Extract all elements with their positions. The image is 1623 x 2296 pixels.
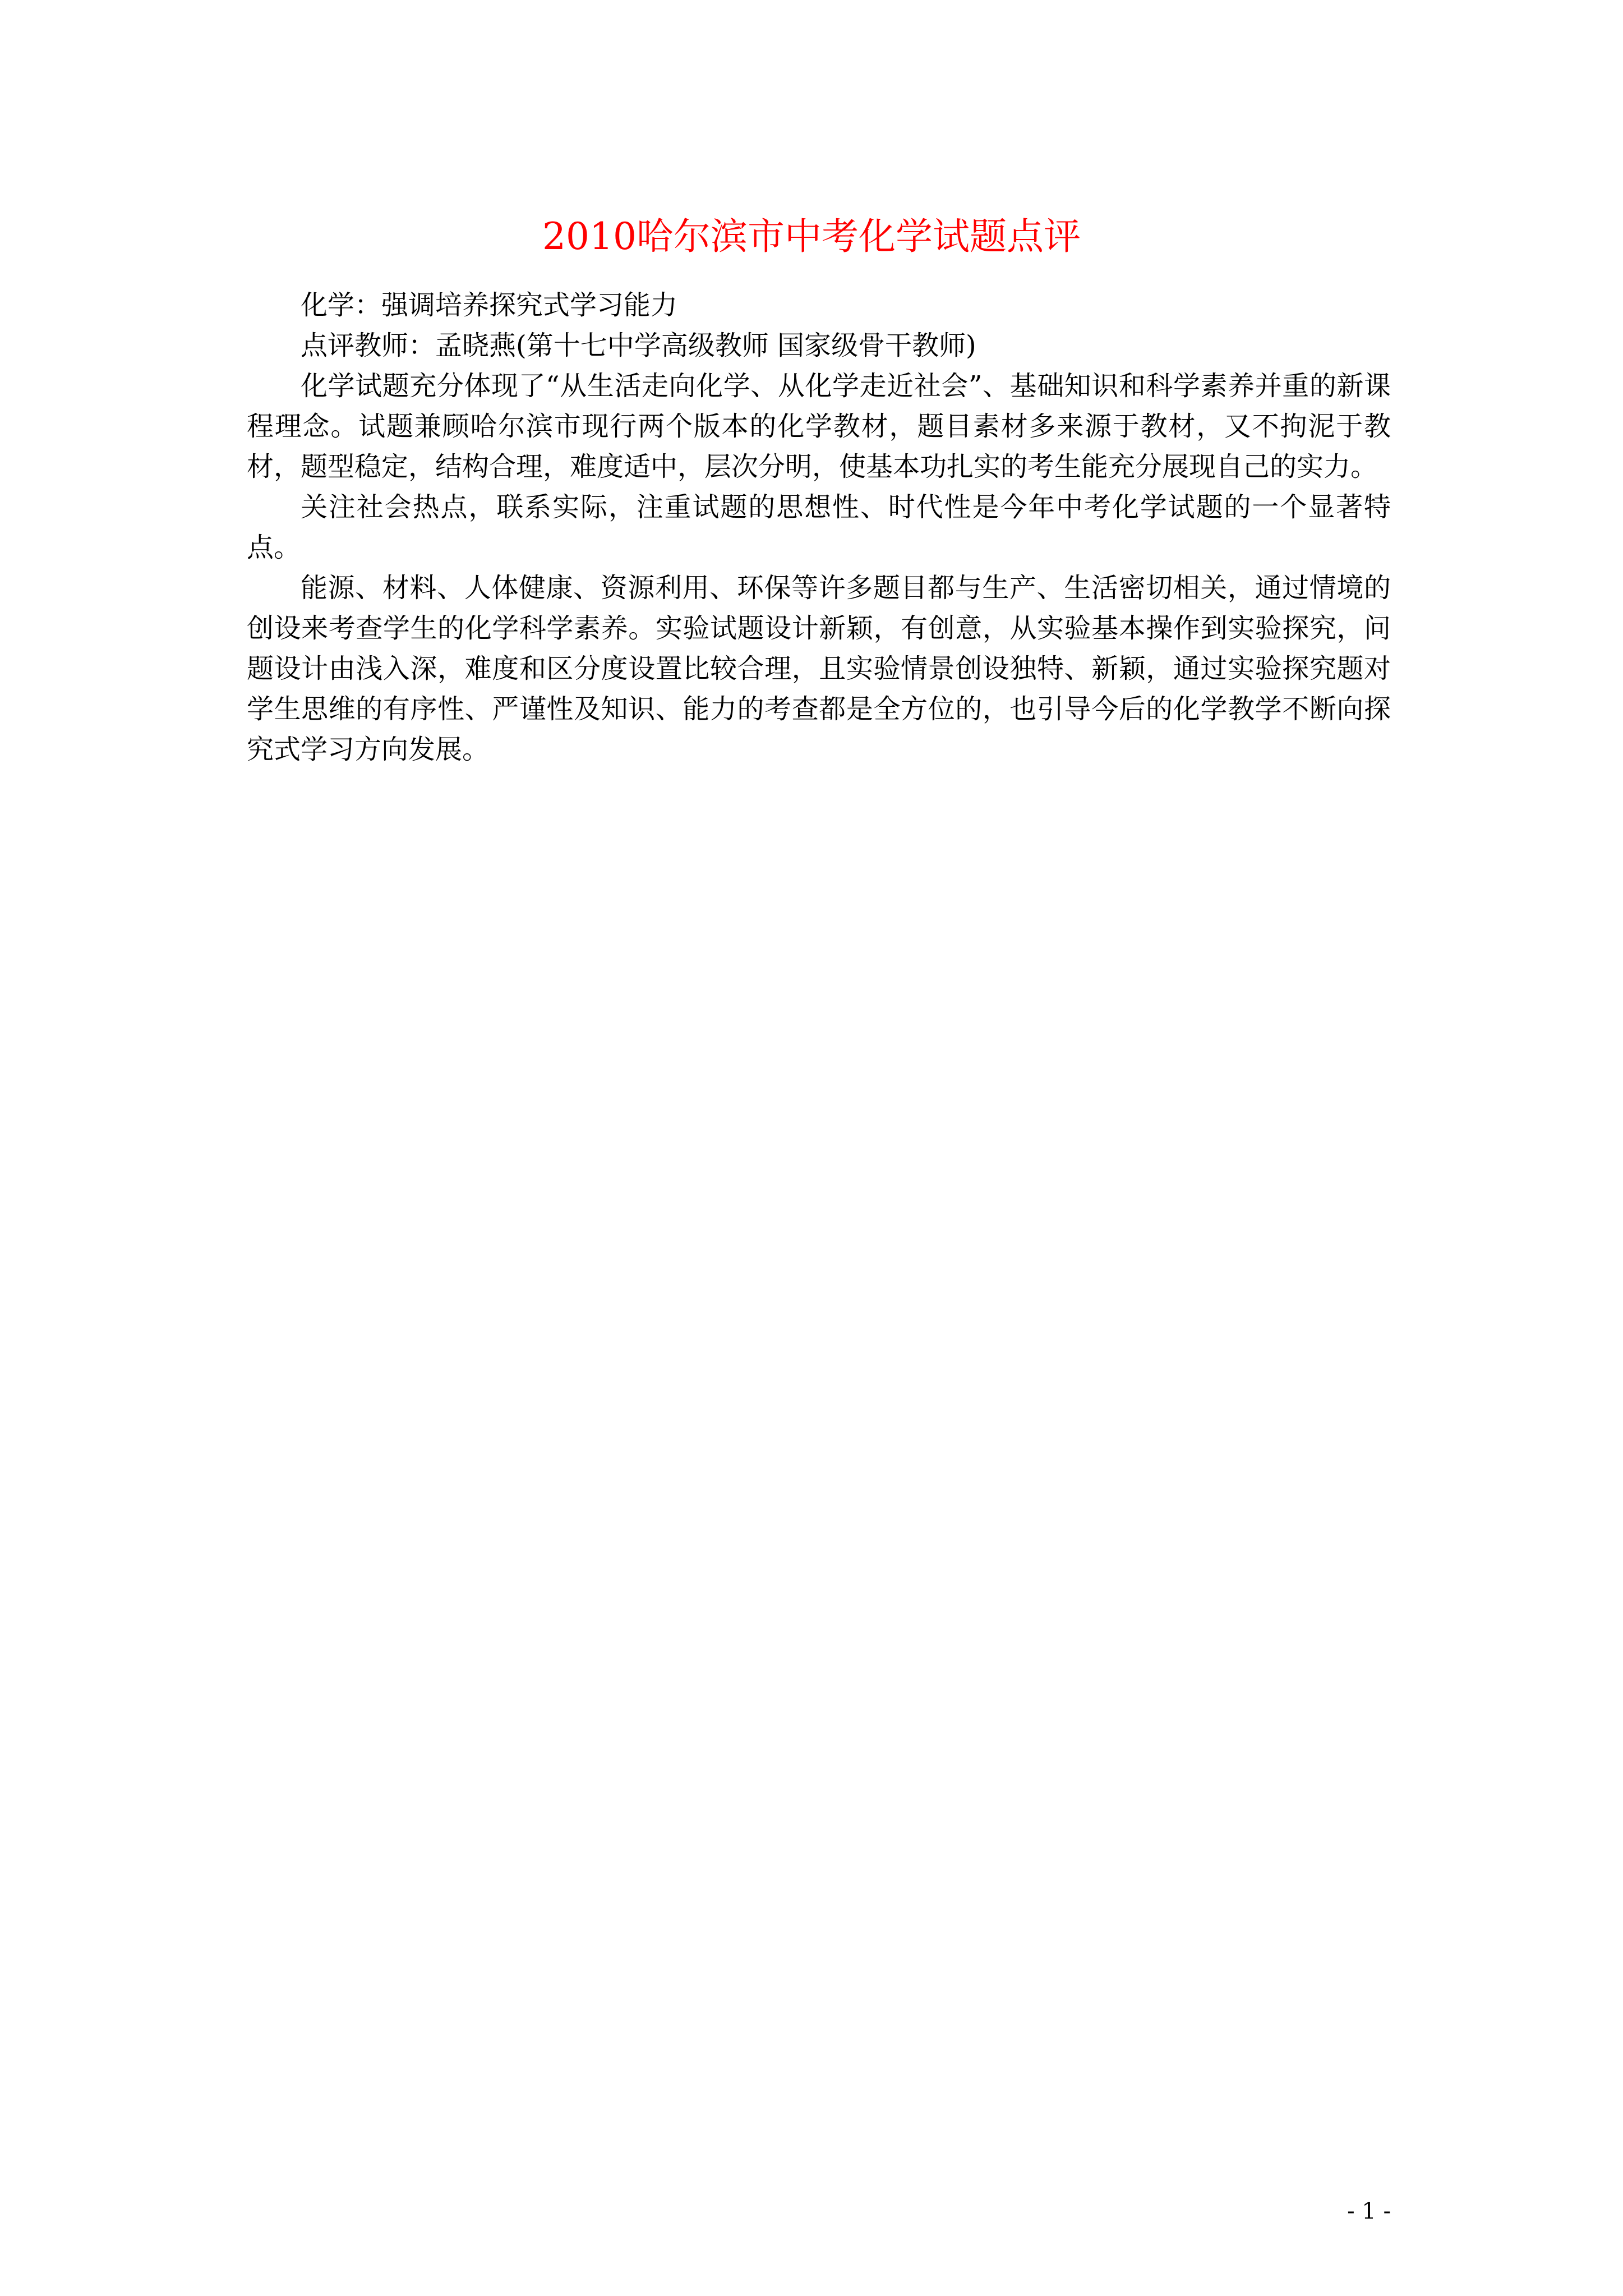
subject-line: 化学：强调培养探究式学习能力 — [301, 289, 678, 321]
paragraph-2: 关注社会热点，联系实际，注重试题的思想性、时代性是今年中考化学试题的一个显著特点。 — [247, 491, 1391, 563]
paragraph-1: 化学试题充分体现了“从生活走向化学、从化学走近社会”、基础知识和科学素养并重的新课程理念。试题兼顾哈尔滨市现行两个版本的化学教材，题目素材多来源于教材，又不拘泥于教材，题型稳定，结构合理，难度适中，层次分明，使基本功扎实的考生能充分展现自己的实力。 — [247, 370, 1391, 482]
paragraph-3: 能源、材料、人体健康、资源利用、环保等许多题目都与生产、生活密切相关，通过情境的创设来考查学生的化学科学素养。实验试题设计新颖，有创意，从实验基本操作到实验探究，问题设计由浅入深，难度和区分度设置比较合理，且实验情景创设独特、新颖，通过实验探究题对学生思维的有序性、严谨性及知识、能力的考查都是全方位的，也引导今后的化学教学不断向探究式学习方向发展。 — [247, 572, 1391, 765]
document-body — [247, 285, 1391, 770]
page-number: - 1 - — [1347, 2198, 1391, 2224]
reviewer-line: 点评教师：孟晓燕(第十七中学高级教师 国家级骨干教师) — [301, 330, 976, 361]
document-title: 2010哈尔滨市中考化学试题点评 — [542, 215, 1081, 258]
